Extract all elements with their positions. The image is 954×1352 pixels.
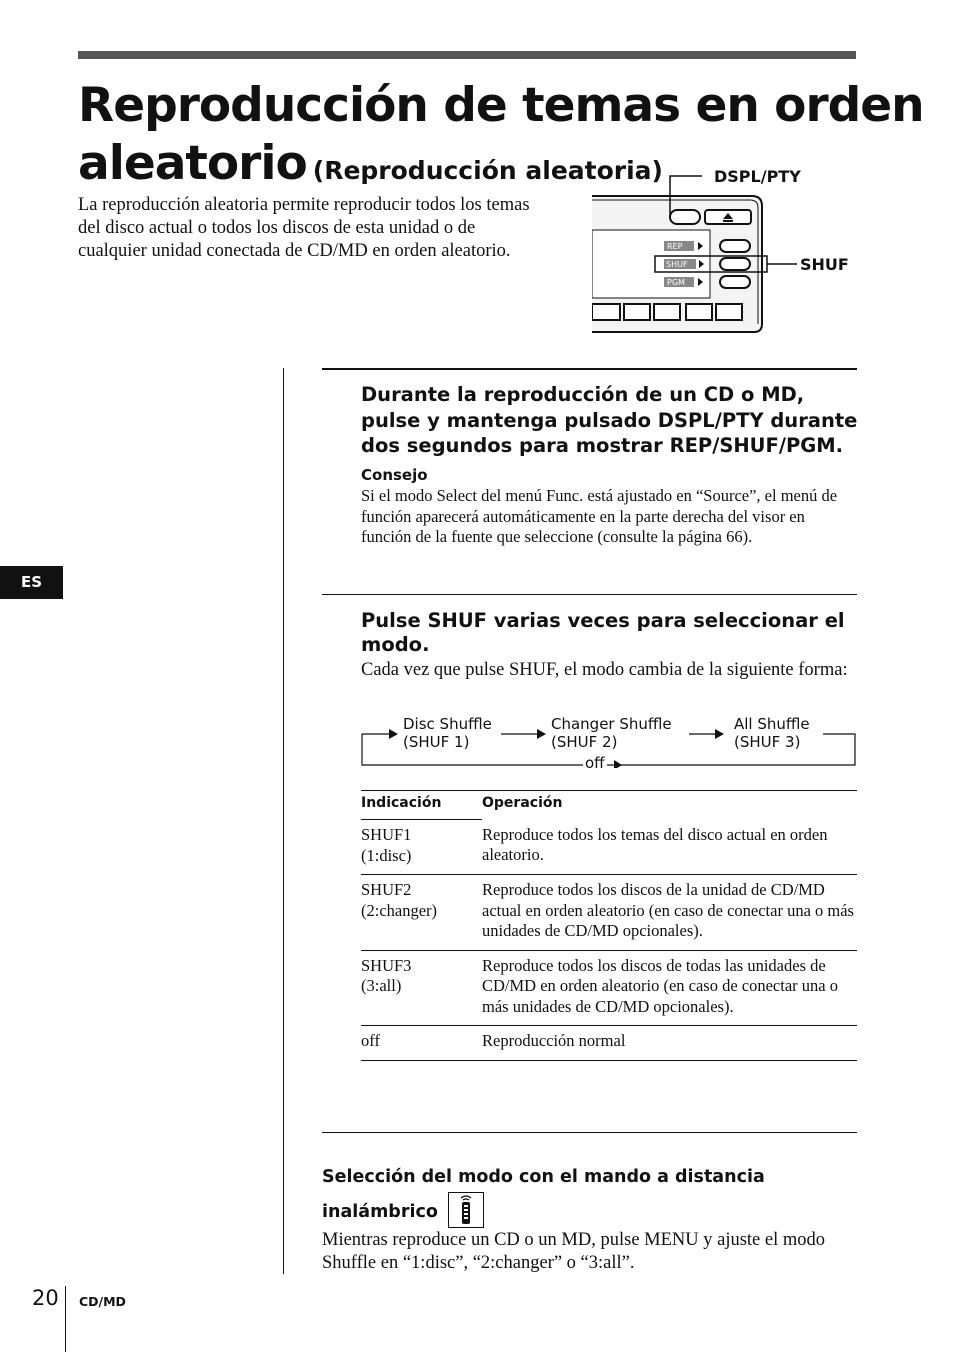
display-rep: REP <box>667 242 683 251</box>
shuf-label: SHUF <box>800 255 849 274</box>
remote-control-icon <box>448 1192 484 1228</box>
flow-changer-shuffle <box>551 715 672 751</box>
ind-detail: (1:disc) <box>361 845 412 865</box>
remote-heading <box>322 1160 782 1230</box>
page-number: 20 <box>32 1286 59 1310</box>
device-figure <box>592 164 862 336</box>
flow-all-shuffle <box>734 715 810 751</box>
indicacion-cell <box>361 820 482 875</box>
page-subtitle: (Reproducción aleatoria) <box>312 156 663 185</box>
step2-instruction: Pulse SHUF varias veces para seleccionar el modo. <box>361 609 845 656</box>
arrow-icon <box>537 729 546 739</box>
table-row <box>361 950 857 1026</box>
footer-label: CD/MD <box>79 1294 126 1309</box>
page-title-word: aleatorio <box>78 136 307 191</box>
indicacion-cell <box>361 875 482 951</box>
flow-all-label: All Shuffle <box>734 715 810 733</box>
table-row <box>361 875 857 951</box>
tip-text: Si el modo Select del menú Func. está ajustado en “Source”, el menú de función aparecerá automáticamente en la parte derecha del visor en función de la fuente que seleccione (consulte la página 66). <box>361 486 838 546</box>
arrow-icon <box>389 729 398 739</box>
left-column-rule <box>283 368 284 1274</box>
tip-label: Consejo <box>361 466 428 484</box>
display-pgm: PGM <box>667 278 685 287</box>
remote-heading-line2: inalámbrico <box>322 1202 438 1222</box>
dspl-pty-button <box>670 210 700 224</box>
ind-detail: (3:all) <box>361 976 402 995</box>
ind-detail: (2:changer) <box>361 900 438 920</box>
page-title-line1: Reproducción de temas en orden <box>78 78 924 133</box>
remote-text: Mientras reproduce un CD o un MD, pulse MENU y ajuste el modo Shuffle en “1:disc”, “2:changer” o “3:all”. <box>322 1230 826 1273</box>
operacion-cell: Reproduce todos los discos de todas las unidades de CD/MD en orden aleatorio (en caso de conectar una o más unidades de CD/MD opcionales). <box>482 950 857 1026</box>
flow-changer-code: (SHUF 2) <box>551 733 618 751</box>
table-header-row <box>361 791 857 820</box>
language-tab: ES <box>0 566 63 599</box>
col-indicacion: Indicación <box>361 791 482 820</box>
shuffle-mode-flow <box>361 712 857 772</box>
flow-disc-code: (SHUF 1) <box>403 733 470 751</box>
step1-instruction: Durante la reproducción de un CD o MD, pulse y mantenga pulsado DSPL/PTY durante dos segundos para mostrar REP/SHUF/PGM. <box>361 383 858 457</box>
display-shuf: SHUF <box>666 260 688 269</box>
flow-disc-shuffle <box>403 715 492 751</box>
operacion-cell: Reproduce todos los discos de la unidad de CD/MD actual en orden aleatorio (en caso de conectar una o más unidades de CD/MD opcionales). <box>482 875 857 951</box>
indicacion-cell <box>361 1026 482 1061</box>
operacion-cell: Reproducción normal <box>482 1026 857 1061</box>
operacion-cell: Reproduce todos los temas del disco actual en orden aleatorio. <box>482 824 828 864</box>
arrow-left-icon <box>614 760 622 768</box>
step2-description: Cada vez que pulse SHUF, el modo cambia de la siguiente forma: <box>361 660 848 680</box>
arrow-icon <box>715 729 724 739</box>
remote-heading-line1: Selección del modo con el mando a distancia <box>322 1167 765 1187</box>
col-operacion: Operación <box>482 791 857 820</box>
flow-all-code: (SHUF 3) <box>734 733 801 751</box>
shuffle-modes-table <box>361 790 857 1061</box>
top-rule <box>78 51 856 59</box>
dspl-pty-label: DSPL/PTY <box>714 167 801 186</box>
section-rule-step2 <box>322 594 857 595</box>
flow-off: off <box>585 754 605 772</box>
ind-code: SHUF2 <box>361 880 412 899</box>
page-title-line2 <box>78 136 663 191</box>
intro-paragraph: La reproducción aleatoria permite reproducir todos los temas del disco actual o todos los discos de esta unidad o de cualquier unidad conectada de CD/MD en orden aleatorio. <box>78 195 530 261</box>
table-row <box>361 820 857 875</box>
indicacion-cell <box>361 950 482 1026</box>
section-rule-remote <box>322 1132 857 1133</box>
ind-code: SHUF1 <box>361 825 412 844</box>
table-row <box>361 1026 857 1061</box>
footer-rule <box>65 1286 66 1352</box>
flow-disc-label: Disc Shuffle <box>403 715 492 733</box>
ind-code: SHUF3 <box>361 955 412 975</box>
flow-changer-label: Changer Shuffle <box>551 715 672 733</box>
car-stereo-panel-illustration <box>592 164 862 336</box>
shuf-button <box>720 258 750 270</box>
ind-code: off <box>361 1031 380 1050</box>
section-rule-top <box>322 368 857 370</box>
remote-heading-line2-row <box>322 1194 782 1230</box>
